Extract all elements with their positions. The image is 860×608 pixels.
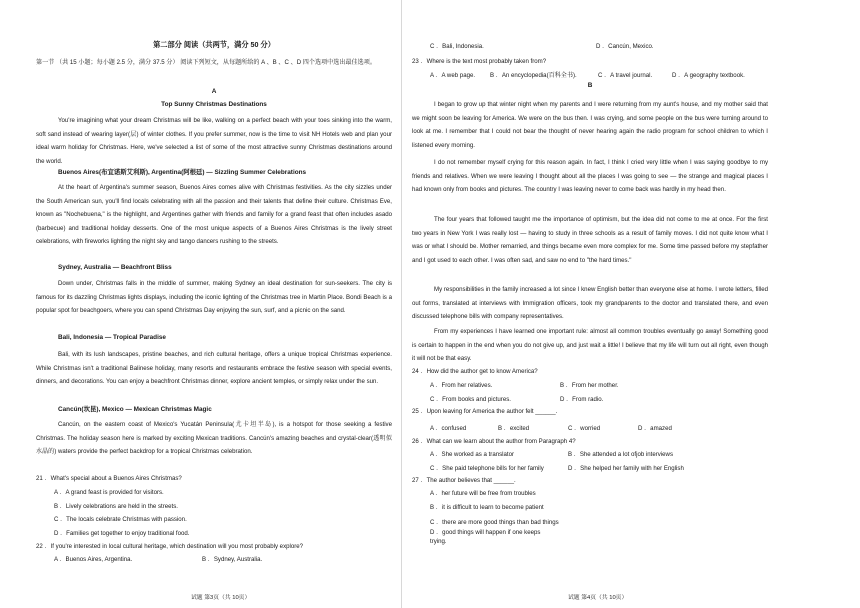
passage-letter-a: A [211,88,217,95]
q21-option-b[interactable]: B ．Lively celebrations are held in the streets. [54,503,178,510]
question-25: 25 ．Upon leaving for America the author felt ______. [412,408,558,415]
q25-option-a[interactable]: A ．confused [430,425,467,432]
q27-option-c[interactable]: C ．there are more good things than bad things [430,519,559,526]
passage-a-paragraph-3: Down under, Christmas falls in the middle of summer, making Sydney an ideal destination for sun-seekers. The city is famous for its dazzling Christmas lights displays, including the iconic lighting of the Christmas tree in Martin Place. Bondi Beach is a popular spot for beachgoers, where you can spend Christmas Day enjoying the sun, surf, and a picnic on the sand. [36,280,392,315]
q27-option-b[interactable]: B ．it is difficult to learn to become patient [430,504,544,511]
left-page [36,0,392,608]
q27-option-a[interactable]: A ．her future will be free from troubles [430,490,536,497]
q21-option-a[interactable]: A ．A grand feast is provided for visitors. [54,489,164,496]
q25-option-c[interactable]: C ．worried [568,425,601,432]
q24-option-d[interactable]: D ．From radio. [560,396,604,403]
passage-title: Top Sunny Christmas Destinations [161,101,267,108]
q27-option-d-continued: trying. [430,538,447,545]
q25-option-b[interactable]: B ．excited [498,425,530,432]
question-21: 21 ．What's special about a Buenos Aires Christmas? [36,475,182,482]
q23-option-a[interactable]: A ．A web page. [430,72,476,79]
q23-option-c[interactable]: C ．A travel journal. [598,72,653,79]
column-divider [401,0,402,608]
question-26: 26 ．What can we learn about the author from Paragraph 4? [412,438,576,445]
passage-a-paragraph-4: Bali, with its lush landscapes, pristine beaches, and rich cultural heritage, offers a unique tropical Christmas experience. While Christmas isn't a traditional Balinese holiday, many resorts and restaurants embrace the festive season with special events, dinners, and decorations. You can enjoy a beachfront Christmas dinner, explore ancient temples, or simply relax under the sun. [36,351,392,386]
passage-b-paragraph-4: My responsibilities in the family increased a lot since I knew English better than everyone else at home. I wrote letters, filled out forms, translated at interviews with Immigration officers, took my grandparents to the doctor and translated there, and even discussed telephone bills with company representatives. [412,286,768,321]
page-footer-4: 试题 第4页（共 10页） [568,595,628,601]
passage-a-paragraph-1: You're imagining what your dream Christmas will be like, walking on a perfect beach with your toes sinking into the warm, soft sand instead of wearing layer(层) of winter clothes. If you prefer summer, now is the time to visit NH Hotels web and plan your ideal warm holiday for Christmas. Here, we've selected a list of some of the most attractive sunny Christmas destinations around the world. [36,117,392,165]
q26-option-d[interactable]: D ．She helped her family with her English [568,465,684,472]
question-27: 27 ．The author believes that ______. [412,477,516,484]
q27-option-d[interactable]: D ．good things will happen if one keeps [430,529,541,536]
heading-sydney: Sydney, Australia — Beachfront Bliss [58,264,172,271]
q22-option-a[interactable]: A ．Buenos Aires, Argentina. [54,556,133,563]
q26-option-b[interactable]: B ．She attended a lot ofjob interviews [568,451,674,458]
q24-option-c[interactable]: C ．From books and pictures. [430,396,511,403]
question-22: 22 ．If you're interested in local cultural heritage, which destination will you most probably explore? [36,543,304,550]
right-page [412,0,768,608]
passage-a-paragraph-2: At the heart of Argentina's summer season, Buenos Aires comes alive with Christmas festivities. As the city sizzles under the South American sun, you'll find locals celebrating with all the passion and their talents that define their culture. Christmas Eve, known as "Nochebuena," is the highlight, and Argentines gather with friends and family for a grand feast that often includes asado (barbecue) and traditional holiday desserts. One of the most unique aspects of a Buenos Aires Christmas is the lively street celebrations, with fireworks lighting the night sky and tango dancers rushing to the streets. [36,184,392,246]
q21-option-c[interactable]: C ．The locals celebrate Christmas with passion. [54,516,187,523]
passage-letter-b: B [587,82,593,89]
q22-option-b[interactable]: B ．Sydney, Australia. [202,556,263,563]
passage-a-paragraph-5: Cancún, on the eastern coast of Mexico's Yucatán Peninsula(尤卡坦半岛), is a hotspot for those seeking a festive Christmas. The holiday season here is marked by exciting Mexican traditions. Cancún's amazing beaches and crystal-clear(透明似水晶的) waters provide the perfect backdrop for a tropical Christmas celebration. [36,421,392,456]
q23-option-b[interactable]: B ．An encyclopedia(百科全书). [490,72,577,79]
question-24: 24 ．How did the author get to know America? [412,368,538,375]
page-footer-3: 试题 第3页（共 10页） [191,595,251,601]
passage-b-paragraph-3: The four years that followed taught me the importance of optimism, but the idea did not come to me at once. For the first two years in New York I was really lost — having to study in three schools as a result of family moves. I did not quite know what I was or what I should be. Mother remarried, and things became even more complex for me. Some time passed before my stepfather and I got used to each other. I was often sad, and saw no end to "the hard times." [412,216,768,264]
q21-option-d[interactable]: D ．Families get together to enjoy traditional food. [54,530,190,537]
q26-option-c[interactable]: C ．She paid telephone bills for her family [430,465,544,472]
passage-b-paragraph-1: I began to grow up that winter night when my parents and I were returning from my aunt's house, and my mother said that we might soon be leaving for America. We were on the bus then. I was crying, and some people on the bus were turning around to look at me. I remember that I could not bear the thought of never hearing again the radio program for school children to which I listened every morning. [412,101,768,149]
passage-b-paragraph-5: From my experiences I have learned one important rule: almost all common troubles eventually go away! Something good is certain to happen in the end when you do not give up, and just wait a little! I believe that my life will turn out all right, even though it will not be that easy. [412,328,768,363]
question-23: 23 ．Where is the text most probably taken from? [412,58,547,65]
q22-option-c[interactable]: C ．Bali, Indonesia. [430,43,484,50]
q26-option-a[interactable]: A ．She worked as a translator [430,451,514,458]
q24-option-a[interactable]: A ．From her relatives. [430,382,493,389]
q22-option-d[interactable]: D ．Cancún, Mexico. [596,43,654,50]
heading-cancun: Cancún(坎昆), Mexico — Mexican Christmas Magic [58,406,212,413]
q25-option-d[interactable]: D ．amazed [638,425,672,432]
q23-option-d[interactable]: D ．A geography textbook. [672,72,745,79]
section-intro: 第一节 （共 15 小题；每小题 2.5 分，满分 37.5 分） 阅读下列短文，从每题所给的 A 、B 、C 、D 四个选项中选出最佳选项。 [36,59,376,66]
heading-buenos-aires: Buenos Aires(布宜诺斯艾利斯), Argentina(阿根廷) — Sizzling Summer Celebrations [58,169,307,176]
passage-b-paragraph-2: I do not remember myself crying for this reason again. In fact, I think I cried very little when I was saying goodbye to my friends and relatives. When we were leaving I thought about all the places I was going to see — the strange and magical places I had known only from books and pictures. The country I was leaving never to come back was hardly in my head then. [412,159,768,194]
part-title: 第二部分 阅读（共两节，满分 50 分） [153,40,275,49]
heading-bali: Bali, Indonesia — Tropical Paradise [58,334,166,341]
q24-option-b[interactable]: B ．From her mother. [560,382,619,389]
